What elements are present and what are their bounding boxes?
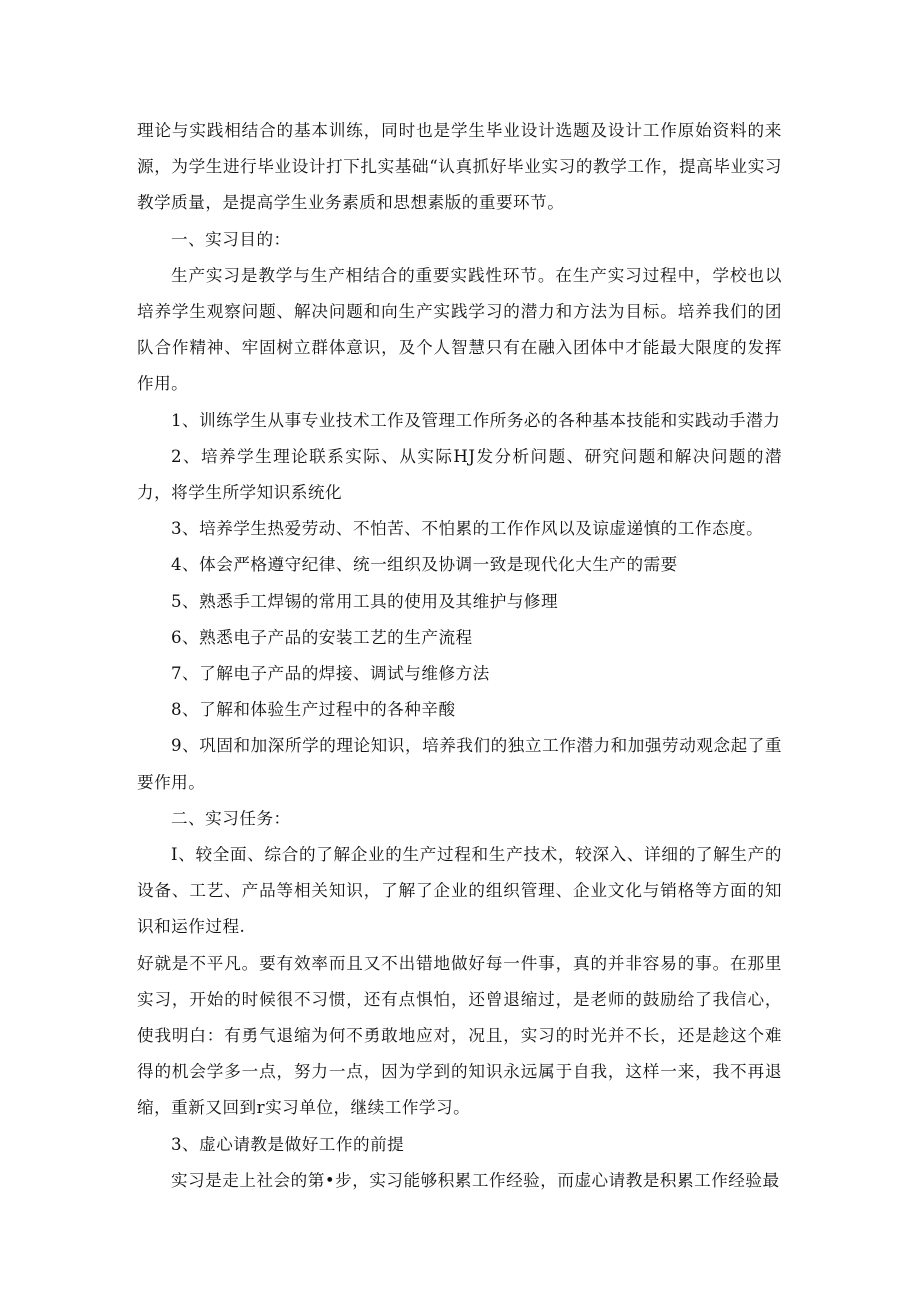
paragraph-intro: 理论与实践相结合的基本训练，同时也是学生毕业设计选题及设计工作原始资料的来源，为学生进行毕业设计打下扎实基础“认真抓好毕业实习的教学工作，提高毕业实习教学质量，是提高学生业务素质和思想素版的重要环节。	[137, 121, 782, 213]
section-heading-purpose: 一、实习目的：	[171, 229, 291, 249]
paragraph-humble-learning: 实习是走上社会的第•步，实习能够积累工作经验，而虚心请教是积累工作经验最	[171, 1170, 780, 1190]
list-item-2: 2、培养学生理论联系实际、从实际HJ发分析问题、研究问题和解决问题的潜力，将学生所学知识系统化	[137, 446, 782, 503]
task-item-1: I、较全面、综合的了解企业的生产过程和生产技术，较深入、详细的了解生产的设备、工艺、产品等相关知识，了解了企业的组织管理、企业文化与销格等方面的知识和运作过程.	[137, 845, 782, 937]
paragraph-experience: 好就是不平凡。要有效率而且又不出错地做好每一件事，真的并非容易的事。在那里实习，开始的时候很不习惯，还有点惧怕，还曾退缩过，是老师的鼓励给了我信心，使我明白：有勇气退缩为何不勇敢地应对，况且，实习的时光并不长，还是趁这个难得的机会学多一点，努力一点，因为学到的知识永远属于自我，这样一来，我不再退缩，重新又回到r实习单位，继续工作学习。	[137, 953, 782, 1118]
list-item-1: 1、训练学生从事专业技术工作及管理工作所务必的各种基本技能和实践动手潜力	[171, 410, 781, 430]
subheading-humble-learning: 3、虚心请教是做好工作的前提	[171, 1134, 405, 1154]
section-heading-tasks: 二、实习任务：	[171, 808, 291, 828]
list-item-9: 9、巩固和加深所学的理论知识，培养我们的独立工作潜力和加强劳动观念起了重要作用。	[137, 736, 782, 792]
list-item-8: 8、了解和体验生产过程中的各种辛酸	[171, 700, 456, 720]
list-item-3: 3、培养学生热爱劳动、不怕苦、不怕累的工作作风以及谅虚递慎的工作态度。	[171, 519, 764, 539]
paragraph-purpose: 生产实习是教学与生产相结合的重要实践性环节。在生产实习过程中，学校也以培养学生观察问题、解决问题和向生产实践学习的潜力和方法为目标。培养我们的团队合作精神、牢固树立群体意识，及个人智慧只有在融入团体中才能最大限度的发挥作用。	[137, 265, 782, 394]
list-item-6: 6、熟悉电子产品的安装工艺的生产流程	[171, 627, 473, 647]
list-item-7: 7、了解电子产品的焊接、调试与维修方法	[171, 664, 490, 684]
document-body	[137, 113, 782, 1199]
list-item-5: 5、熟悉手工焊锡的常用工具的使用及其维护与修理	[171, 591, 559, 611]
list-item-4: 4、体会严格遵守纪律、统一组织及协调一致是现代化大生产的需要	[171, 555, 678, 575]
